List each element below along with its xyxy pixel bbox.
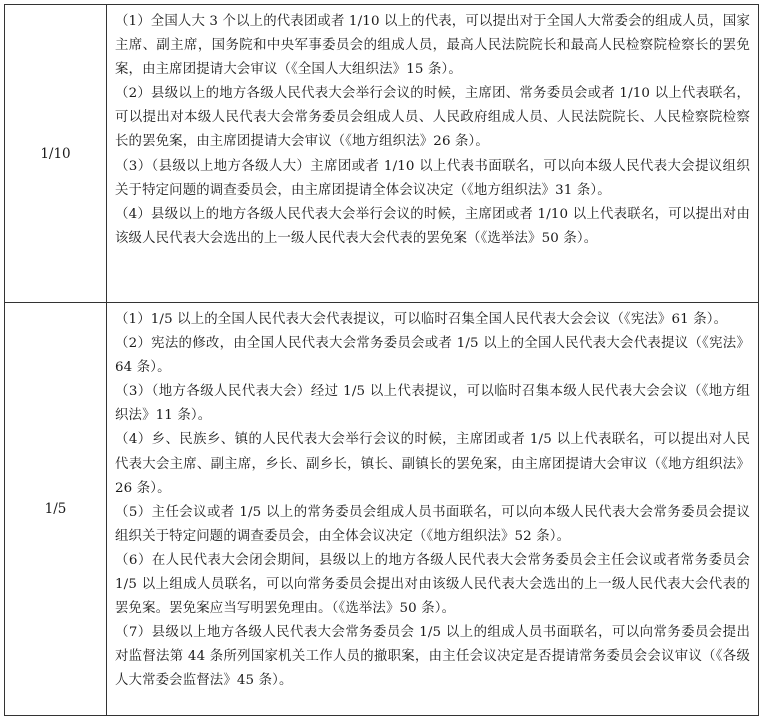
ratio-cell: 1/10 (5, 5, 107, 303)
list-item: （2）县级以上的地方各级人民代表大会举行会议的时候，主席团、常务委员会或者 1/10 以上代表联名，可以提出对本级人民代表大会常务委员会组成人员、人民政府组成人员、人民法院院长、人民检察院检察长的罢免案，由主席团提请大会审议（《地方组织法》26 条）。 (115, 86, 750, 150)
ratio-cell: 1/5 (5, 303, 107, 716)
list-item: （4）县级以上的地方各级人民代表大会举行会议的时候，主席团或者 1/10 以上代表联名，可以提出对由该级人民代表大会选出的上一级人民代表大会代表的罢免案（《选举法》50 条）。 (115, 206, 750, 246)
list-item: （5）主任会议或者 1/5 以上的常务委员会组成人员书面联名，可以向本级人民代表大会常务委员会提议组织关于特定问题的调查委员会，由全体会议决定（《地方组织法》52 条）。 (115, 504, 750, 544)
table-row (5, 303, 759, 716)
list-item: （3）（地方各级人民代表大会）经过 1/5 以上代表提议，可以临时召集本级人民代表大会会议（《地方组织法》11 条）。 (115, 384, 750, 424)
list-item: （2）宪法的修改，由全国人民代表大会常务委员会或者 1/5 以上的全国人民代表大会代表提议（《宪法》64 条）。 (115, 336, 750, 376)
table-row (5, 5, 759, 303)
list-item: （1）1/5 以上的全国人民代表大会代表提议，可以临时召集全国人民代表大会会议（《宪法》61 条）。 (115, 312, 728, 327)
list-item: （4）乡、民族乡、镇的人民代表大会举行会议的时候，主席团或者 1/5 以上代表联名，可以提出对人民代表大会主席、副主席，乡长、副乡长，镇长、副镇长的罢免案，由主席团提请大会审议（《地方组织法》26 条）。 (115, 432, 750, 496)
content-cell (107, 303, 759, 716)
list-item: （1）全国人大 3 个以上的代表团或者 1/10 以上的代表，可以提出对于全国人大常委会的组成人员，国家主席、副主席，国务院和中央军事委员会的组成人员，最高人民法院院长和最高人民检察院检察长的罢免案，由主席团提请大会审议（《全国人大组织法》15 条）。 (115, 14, 750, 78)
list-item: （3）（县级以上地方各级人大）主席团或者 1/10 以上代表书面联名，可以向本级人民代表大会提议组织关于特定问题的调查委员会，由主席团提请全体会议决定（《地方组织法》31 条）。 (115, 158, 750, 198)
list-item: （7）县级以上地方各级人民代表大会常务委员会 1/5 以上的组成人员书面联名，可以向常务委员会提出对监督法第 44 条所列国家机关工作人员的撤职案，由主任会议决定是否提请常务委员会会议审议（《各级人大常委会监督法》45 条）。 (115, 625, 750, 689)
rules-table (4, 4, 759, 716)
list-item: （6）在人民代表大会闭会期间，县级以上的地方各级人民代表大会常务委员会主任会议或者常务委员会 1/5 以上组成人员联名，可以向常务委员会提出对由该级人民代表大会选出的上一级人民代表大会代表的罢免案。罢免案应当写明罢免理由。（《选举法》50 条）。 (115, 552, 750, 617)
content-cell (107, 5, 759, 303)
